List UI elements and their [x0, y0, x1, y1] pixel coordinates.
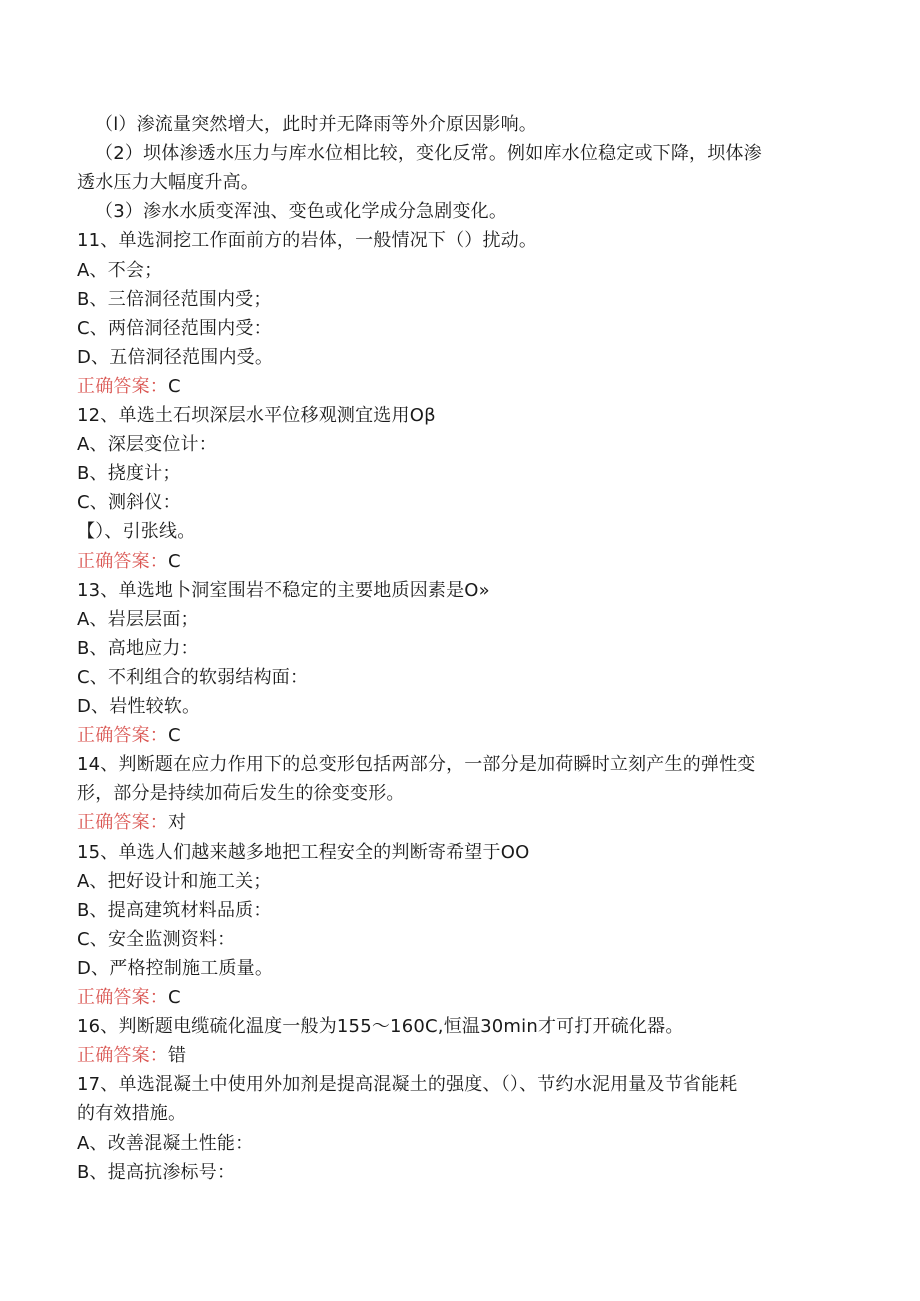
- text-line: 17、单选混凝土中使用外加剂是提高混凝土的强度、（）、节约水泥用量及节省能耗: [77, 1074, 738, 1096]
- text-line: 14、判断题在应力作用下的总变形包括两部分，一部分是加荷瞬时立刻产生的弹性变: [77, 754, 756, 776]
- text-line: 11、单选洞挖工作面前方的岩体，一般情况下（）扰动。: [77, 230, 538, 252]
- answer-line: [77, 547, 181, 576]
- text-line: B、三倍洞径范围内受；: [77, 288, 272, 310]
- text-line: A、改善混凝土性能：: [77, 1132, 254, 1154]
- answer-label: 正确答案：: [77, 987, 168, 1008]
- text-line: D、五倍洞径范围内受。: [77, 346, 274, 368]
- text-line: （2）坝体渗透水压力与库水位相比较，变化反常。例如库水位稳定或下降，坝体渗: [95, 143, 762, 165]
- text-line: （l）渗流量突然增大，此时并无降雨等外介原因影响。: [95, 114, 537, 135]
- answer-label: 正确答案：: [77, 375, 168, 397]
- answer-label: 正确答案：: [77, 812, 168, 834]
- answer-label: 正确答案：: [77, 725, 168, 747]
- text-line: D、严格控制施工质量。: [77, 957, 274, 979]
- answer-label: 正确答案：: [77, 1045, 168, 1067]
- text-line: C、两倍洞径范围内受：: [77, 317, 272, 339]
- text-line: A、深层变位计：: [77, 434, 217, 456]
- text-line: 12、单选土石坝深层水平位移观测宜选用Oβ: [77, 405, 436, 426]
- text-line: A、不会；: [77, 259, 163, 281]
- answer-line: [77, 721, 181, 750]
- text-line: 13、单选地卜洞室围岩不稳定的主要地质因素是O»: [77, 579, 490, 601]
- answer-line: [77, 808, 186, 837]
- text-line: A、岩层层面；: [77, 608, 199, 630]
- text-line: 的有效措施。: [77, 1103, 187, 1125]
- text-line: 【）、引张线。: [77, 521, 196, 543]
- answer-value: C: [168, 725, 181, 747]
- answer-line: [77, 1041, 186, 1070]
- text-line: （3）渗水水质变浑浊、变色或化学成分急剧变化。: [95, 201, 508, 223]
- answer-value: C: [168, 375, 181, 397]
- answer-line: [77, 983, 181, 1012]
- text-line: B、提高建筑材料品质：: [77, 899, 272, 921]
- text-line: B、提高抗渗标号：: [77, 1161, 236, 1183]
- answer-label: 正确答案：: [77, 550, 168, 572]
- text-line: C、不利组合的软弱结构面：: [77, 666, 309, 688]
- answer-value: 对: [168, 812, 187, 834]
- text-line: D、岩性较软。: [77, 696, 201, 717]
- answer-value: C: [168, 987, 181, 1008]
- answer-value: 错: [168, 1045, 187, 1067]
- text-line: B、挠度计；: [77, 463, 181, 485]
- text-line: 15、单选人们越来越多地把工程安全的判断寄希望于OO: [77, 841, 530, 863]
- text-line: B、高地应力：: [77, 637, 199, 659]
- answer-line: [77, 372, 181, 401]
- text-line: C、安全监测资料：: [77, 928, 236, 950]
- answer-value: C: [168, 550, 181, 572]
- text-line: C、测斜仪：: [77, 492, 181, 514]
- text-line: A、把好设计和施工关；: [77, 870, 272, 892]
- text-line: 透水压力大幅度升高。: [77, 172, 259, 194]
- text-line: 16、判断题电缆硫化温度一般为155～160C,恒温30min才可打开硫化器。: [77, 1016, 684, 1038]
- text-line: 形，部分是持续加荷后发生的徐变变形。: [77, 783, 405, 805]
